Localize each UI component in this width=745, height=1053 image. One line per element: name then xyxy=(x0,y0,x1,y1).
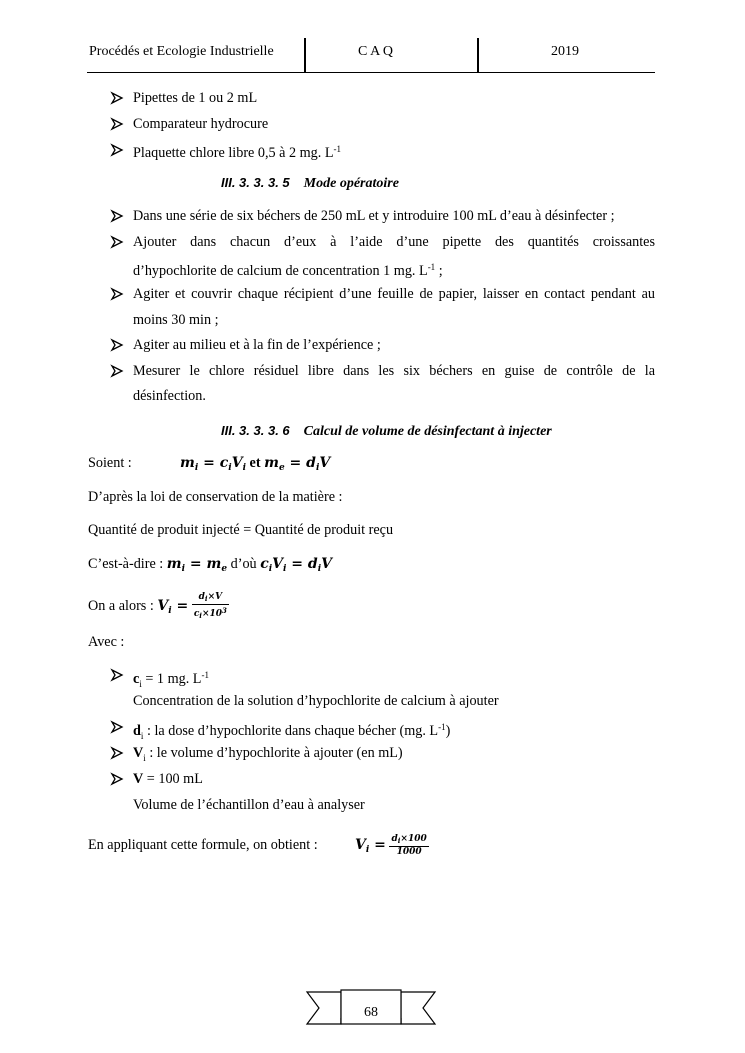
list-item-continuation: moins 30 min ; xyxy=(133,312,219,328)
header-left: Procédés et Ecologie Industrielle xyxy=(89,44,274,59)
list-item-continuation: Volume de l’échantillon d’eau à analyser xyxy=(133,797,365,813)
list-item: $c_i = 1$ mg. $L^{-1}$ xyxy=(133,670,209,689)
header-divider xyxy=(304,38,306,72)
list-item: $d_i$ : la dose d’hypochlorite dans chaque bécher (mg. $L^{-1}$) xyxy=(133,722,451,741)
list-item: Comparateur hydrocure xyxy=(133,116,269,132)
list-item: $V_i$ : le volume d’hypochlorite à ajouter (en mL) xyxy=(133,745,403,763)
bullet-arrow-icon xyxy=(110,235,124,249)
page-number: 68 xyxy=(364,1005,378,1020)
fraction: $\frac{d_i\times V}{c_i\times 10^3}$ xyxy=(193,592,227,620)
list-item: V = 100 mL xyxy=(133,771,203,787)
equation-line: C’est-à-dire : $m_i = m_e$ d’où $c_iV_i = d_iV$ xyxy=(88,556,333,574)
list-item: Agiter au milieu et à la fin de l’expérience ; xyxy=(133,337,381,353)
bullet-arrow-icon xyxy=(110,143,124,157)
list-item-continuation: d’hypochlorite de calcium de concentration 1 mg. $L^{-1}$ ; xyxy=(133,262,443,279)
paragraph: Quantité de produit injecté = Quantité de produit reçu xyxy=(88,522,394,538)
list-item: Dans une série de six béchers de 250 mL et y introduire 100 mL d’eau à désinfecter ; xyxy=(133,208,615,224)
bullet-arrow-icon xyxy=(110,209,124,223)
list-item: Ajouter dans chacun d’eux à l’aide d’une pipette des quantités croissantes xyxy=(133,234,655,250)
equation-line: On a alors : $V_i$ = $\frac{d_i\times V}{c_i\times 10^3}$ xyxy=(88,592,227,620)
list-item-continuation: Concentration de la solution d’hypochlorite de calcium à ajouter xyxy=(133,693,499,709)
list-item: Mesurer le chlore résiduel libre dans les six béchers en guise de contrôle de la xyxy=(133,363,655,379)
header-center: C A Q xyxy=(358,44,394,59)
equation: $m_i = c_iV_i$ et $m_e = d_iV$ xyxy=(180,455,331,473)
bullet-arrow-icon xyxy=(110,91,124,105)
paragraph: D’après la loi de conservation de la matière : xyxy=(88,489,343,505)
section-heading: III. 3. 3. 3. 6 Calcul de volume de désinfectant à injecter xyxy=(221,423,552,439)
list-item-continuation: désinfection. xyxy=(133,388,206,404)
bullet-arrow-icon xyxy=(110,117,124,131)
equation: $V_i$ = $\frac{d_i\times 100}{1000}$ xyxy=(355,833,427,857)
list-item: Pipettes de 1 ou 2 mL xyxy=(133,90,258,106)
list-item: Plaquette chlore libre 0,5 à 2 mg. $L^{-1}$ xyxy=(133,144,342,161)
header-rule xyxy=(87,72,655,73)
header-divider xyxy=(477,38,479,72)
bullet-arrow-icon xyxy=(110,338,124,352)
fraction: $\frac{d_i\times 100}{1000}$ xyxy=(391,833,427,857)
bullet-arrow-icon xyxy=(110,772,124,786)
bullet-arrow-icon xyxy=(110,746,124,760)
paragraph: En appliquant cette formule, on obtient : xyxy=(88,837,318,853)
bullet-arrow-icon xyxy=(110,364,124,378)
header-right: 2019 xyxy=(551,44,579,59)
list-item: Agiter et couvrir chaque récipient d’une feuille de papier, laisser en contact pendant au xyxy=(133,286,655,302)
bullet-arrow-icon xyxy=(110,287,124,301)
section-heading: III. 3. 3. 3. 5 Mode opératoire xyxy=(221,175,399,191)
bullet-arrow-icon xyxy=(110,720,124,734)
label-soient: Soient : xyxy=(88,455,132,471)
paragraph: Avec : xyxy=(88,634,125,650)
bullet-arrow-icon xyxy=(110,668,124,682)
